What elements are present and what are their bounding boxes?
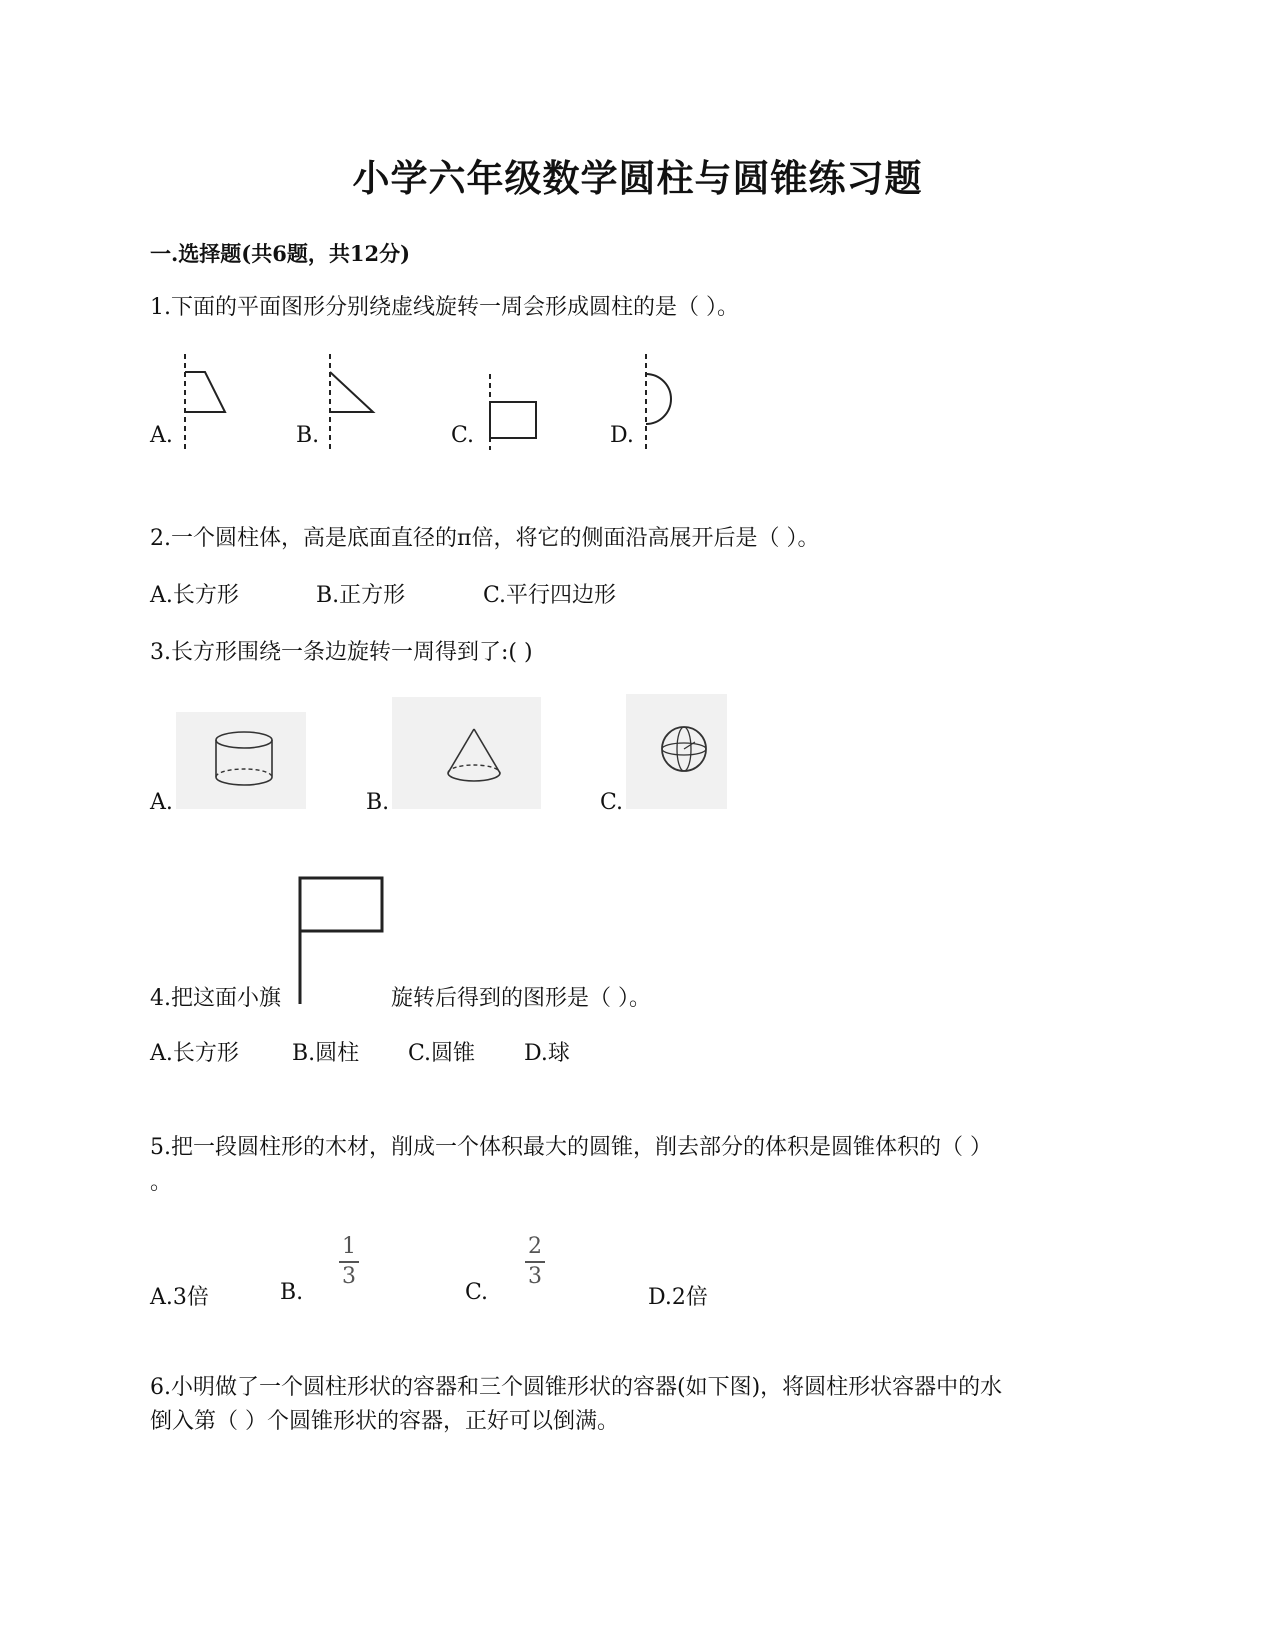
q4-option-a: A.长方形 — [150, 1041, 239, 1066]
question-6-text: 6.小明做了一个圆柱形状的容器和三个圆锥形状的容器(如下图)，将圆柱形状容器中的水 — [150, 1375, 1003, 1400]
q1-option-a-label: A. — [150, 423, 173, 448]
q3-option-c-label: C. — [600, 790, 624, 815]
cone-icon — [392, 697, 541, 809]
q5-option-d: D.2倍 — [648, 1285, 708, 1310]
fraction-one-third — [338, 1236, 360, 1288]
q1-option-d-label: D. — [610, 423, 634, 448]
fraction-two-thirds — [524, 1236, 546, 1288]
question-6-text-line2: 倒入第（ ）个圆锥形状的容器，正好可以倒满。 — [150, 1409, 619, 1434]
q5-option-c-label: C. — [465, 1280, 489, 1305]
q4-option-d: D.球 — [524, 1041, 570, 1066]
semicircle-figure — [634, 352, 694, 452]
q2-option-b: B.正方形 — [316, 583, 406, 608]
cone-image — [392, 697, 541, 809]
question-2-text: 2.一个圆柱体，高是底面直径的π倍，将它的侧面沿高展开后是（ ）。 — [150, 526, 820, 551]
q3-option-b-label: B. — [366, 790, 390, 815]
sphere-image — [626, 694, 727, 809]
q5-option-b-label: B. — [280, 1280, 304, 1305]
q4-option-b: B.圆柱 — [292, 1041, 360, 1066]
rectangle-figure — [478, 372, 538, 452]
question-5-text: 5.把一段圆柱形的木材，削成一个体积最大的圆锥，削去部分的体积是圆锥体积的（ ） — [150, 1135, 992, 1160]
question-4-text-after: 旋转后得到的图形是（ ）。 — [391, 986, 651, 1011]
question-5-text-end: 。 — [150, 1170, 173, 1195]
q1-option-b-label: B. — [296, 423, 320, 448]
fraction-bar — [339, 1261, 359, 1263]
q1-option-c-label: C. — [451, 423, 475, 448]
flag-figure — [296, 876, 388, 1006]
question-4-text-before: 4.把这面小旗 — [150, 986, 281, 1011]
cylinder-image — [176, 712, 306, 809]
q5-option-a: A.3倍 — [150, 1285, 209, 1310]
fraction-b-numerator: 1 — [342, 1234, 356, 1259]
question-1-text: 1.下面的平面图形分别绕虚线旋转一周会形成圆柱的是（ ）。 — [150, 295, 739, 320]
fraction-b-denominator: 3 — [342, 1263, 356, 1289]
fraction-bar — [525, 1261, 545, 1263]
sphere-icon — [626, 694, 727, 809]
section-heading: 一.选择题(共6题，共12分) — [150, 241, 411, 266]
q4-option-c: C.圆锥 — [408, 1041, 476, 1066]
trapezoid-figure — [170, 352, 230, 452]
q2-option-a: A.长方形 — [150, 583, 239, 608]
cylinder-icon — [176, 712, 306, 809]
question-3-text: 3.长方形围绕一条边旋转一周得到了:( ) — [150, 640, 533, 665]
page-title: 小学六年级数学圆柱与圆锥练习题 — [352, 156, 923, 200]
fraction-c-numerator: 2 — [528, 1234, 542, 1259]
triangle-figure — [318, 352, 378, 452]
q2-option-c: C.平行四边形 — [483, 583, 617, 608]
q3-option-a-label: A. — [150, 790, 173, 815]
fraction-c-denominator: 3 — [528, 1263, 542, 1289]
